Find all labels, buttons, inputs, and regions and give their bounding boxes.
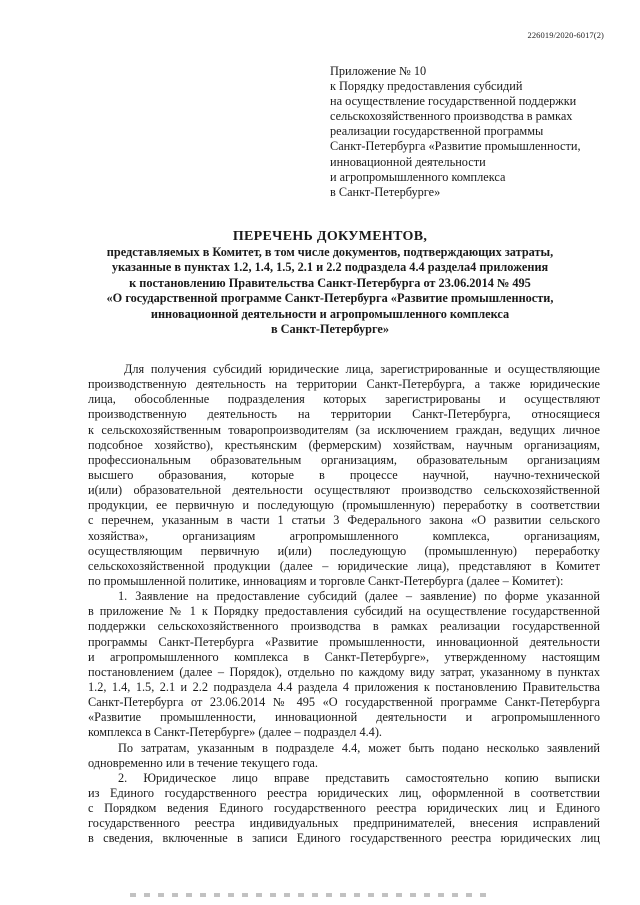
heading-line: инновационной деятельности и агропромышленного комплекса (150, 306, 510, 321)
body-line: в сведения, включенные в записи Единого государственного реестра юридических лиц (88, 831, 600, 846)
body-line: по промышленной политике, инновациям и торговле Санкт-Петербурга (далее – Комитет): (88, 573, 564, 588)
body-line: и агропромышленного комплекса в Санкт-Петербурге», утвержденному настоящим (88, 649, 600, 664)
heading-line: указанные в пунктах 1.2, 1.4, 1.5, 2.1 и 2.2 подраздела 4.4 раздела4 приложения (111, 260, 549, 275)
body-line: высшего образования, которые в процессе научной, научно-технической (88, 467, 600, 482)
body-line: 2. Юридическое лицо вправе представить самостоятельно копию выписки (118, 770, 600, 785)
body-line: «Развитие промышленности, инновационной деятельности и агропромышленного (88, 710, 600, 725)
heading-line: в Санкт-Петербурге» (270, 322, 390, 337)
body-line: лица, обособленные подразделения которых зарегистрированы и осуществляют (88, 392, 600, 407)
body-line: производственную деятельность на территории Санкт-Петербурга, а также юридические (88, 377, 600, 392)
body-line: продукции, ее первичную и последующую (промышленную) переработку в соответствии (88, 498, 600, 513)
heading-line: к постановлению Правительства Санкт-Петербурга от 23.06.2014 № 495 (129, 275, 531, 290)
heading-line: представляемых в Комитет, в том числе документов, подтверждающих затраты, (106, 245, 554, 259)
body-line: осуществляющим первичную и(или) последующую (промышленную) переработку (88, 543, 600, 558)
appendix-line: реализации государственной программы (330, 124, 544, 139)
body-line: одновременно или в течение текущего года. (88, 755, 318, 770)
body-line: 1. Заявление на предоставление субсидий (далее – заявление) по форме указанной (118, 589, 600, 604)
appendix-line: в Санкт-Петербурге» (330, 184, 441, 199)
body-line: постановлением (далее – Порядок), отдельно по каждому виду затрат, указанному в пунктах (88, 664, 600, 679)
body-line: Для получения субсидий юридические лица, зарегистрированные и осуществляющие (124, 362, 600, 376)
body-line: к сельскохозяйственным товаропроизводителям (за исключением граждан, ведущих личное (88, 422, 600, 437)
body-line: По затратам, указанным в подразделе 4.4, может быть подано несколько заявлений (118, 740, 600, 755)
body-line: сельскохозяйственной продукции (далее – юридические лица), представляют в Комитет (88, 558, 600, 573)
body-line: хозяйства», организациям агропромышленного комплекса, организациям, (88, 528, 600, 543)
appendix-reference (330, 64, 605, 200)
body-line: и(или) образовательной деятельности осуществляют производство сельскохозяйственной (88, 483, 600, 498)
body-line: с перечнем, указанным в части 1 статьи 3 Федерального закона «О развитии сельского (88, 513, 600, 528)
heading-line: «О государственной программе Санкт-Петербурга «Развитие промышленности, (106, 291, 554, 306)
body-line: производственную деятельность на территории Санкт-Петербурга, относящиеся (88, 407, 600, 422)
body-line: государственного реестра индивидуальных предпринимателей, внесения исправлений (88, 816, 600, 831)
body-line: комплекса в Санкт-Петербурге» (далее – подраздел 4.4). (88, 725, 383, 740)
appendix-line: Приложение № 10 (330, 64, 427, 78)
appendix-line: Санкт-Петербурга «Развитие промышленности, (330, 139, 581, 154)
appendix-line: сельскохозяйственного производства в рамках (330, 109, 573, 124)
appendix-line: и агропромышленного комплекса (330, 169, 506, 184)
body-line: 1.2, 1.4, 1.5, 2.1 и 2.2 подраздела 4.4 раздела 4 приложения к постановлению Правительства (88, 679, 600, 694)
body-line: с Порядком ведения Единого государственного реестра юридических лиц и Единого (88, 801, 600, 816)
scan-edge-artifact (130, 893, 490, 897)
document-heading (60, 228, 600, 337)
appendix-line: на осуществление государственной поддержки (330, 94, 577, 109)
body-line: в приложение № 1 к Порядку предоставления субсидий на осуществление государственной (88, 604, 600, 619)
body-line: из Единого государственного реестра юридических лиц, оформленной в соответствии (88, 785, 600, 800)
document-id: 226019/2020-6017(2) (527, 30, 604, 40)
body-line: поддержки сельскохозяйственного производства в рамках реализации государственной (88, 619, 600, 634)
document-body (88, 362, 600, 847)
body-line: профессиональным образовательным организациям, образовательным организациям (88, 452, 600, 467)
appendix-line: к Порядку предоставления субсидий (330, 79, 523, 94)
document-title: ПЕРЕЧЕНЬ ДОКУМЕНТОВ, (232, 229, 428, 244)
body-line: подсобное хозяйство), крестьянским (фермерским) хозяйствам, научным организациям, (88, 437, 600, 452)
body-line: Санкт-Петербурга от 23.06.2014 № 495 «О государственной программе Санкт-Петербурга (88, 695, 600, 710)
body-line: программы Санкт-Петербурга «Развитие промышленности, инновационной деятельности (88, 634, 600, 649)
appendix-line: инновационной деятельности (330, 154, 486, 169)
